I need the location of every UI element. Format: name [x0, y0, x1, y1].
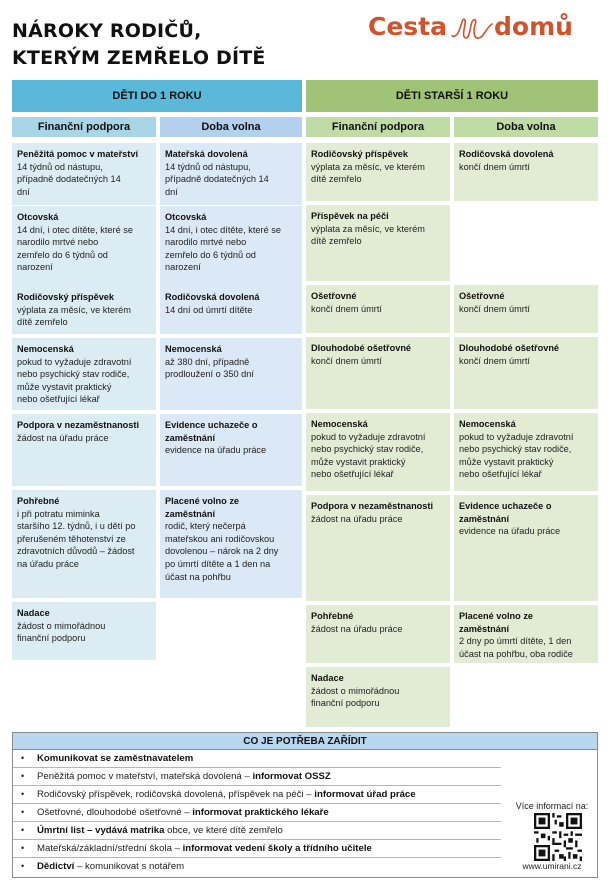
cell-heading: Dlouhodobé ošetřovné: [311, 343, 412, 353]
todo-title: CO JE POTŘEBA ZAŘÍDIT: [13, 733, 597, 750]
cell-text-line: finanční podporu: [17, 633, 86, 644]
col2-cell: [160, 206, 302, 288]
cell-text-line: 14 dní, i otec dítěte, které se: [17, 224, 133, 235]
todo-item-emphasis: Dědictví: [37, 861, 75, 872]
cell-heading: zaměstnání: [459, 623, 510, 634]
cell-text-line: nebo ošetřující lékař: [311, 469, 394, 480]
col2-cell: [160, 414, 302, 486]
todo-item: [13, 750, 501, 768]
cell-text-line: prodloužení o 350 dní: [165, 369, 254, 380]
cell-heading: Placené volno ze: [165, 496, 240, 506]
cell-heading: Rodičovský příspěvek: [311, 149, 409, 159]
col3-cell: [306, 205, 450, 281]
cell-text-line: účast na pohřbu, oba rodiče: [459, 648, 573, 659]
col4-cell: [454, 143, 598, 201]
col2-cell: [160, 143, 302, 205]
cell-heading: Nadace: [311, 673, 344, 683]
cell-heading: Ošetřovné: [459, 291, 505, 301]
group-header-under-1: DĚTI DO 1 ROKU: [12, 80, 302, 112]
cell-text-line: končí dnem úmrtí: [311, 355, 382, 366]
cell-heading: Otcovská: [165, 212, 207, 222]
subheader-leave-over-1: Doba volna: [454, 117, 598, 137]
col4-cell: [454, 495, 598, 601]
cell-text-line: případně dodatečných 14: [17, 174, 121, 185]
cell-text-line: pokud to vyžaduje zdravotní: [459, 431, 574, 442]
cesta-domu-logo: [368, 12, 600, 46]
cell-text-line: pokud to vyžaduje zdravotní: [311, 431, 426, 442]
cell-text-line: rodič, který nečerpá: [165, 521, 246, 532]
cell-text-line: i při potratu miminka: [17, 508, 100, 519]
todo-item-text: obce, ve které dítě zemřelo: [164, 825, 283, 836]
cell-text-line: nebo psychický stav rodiče,: [17, 369, 130, 380]
cell-text-line: může vystavit praktický: [311, 456, 406, 467]
col1-cell: [12, 414, 156, 486]
col3-cell: [306, 285, 450, 333]
cell-heading: zaměstnání: [165, 508, 216, 519]
todo-item-text: Rodičovský příspěvek, rodičovská dovolená, příspěvek na péči –: [37, 789, 315, 800]
cell-text-line: může vystavit praktický: [459, 456, 554, 467]
cell-text-line: mateřskou ani rodičovskou: [165, 533, 275, 544]
cell-heading: Nadace: [17, 608, 50, 618]
cell-text-line: 2 dny po úmrtí dítěte, 1 den: [459, 636, 572, 647]
bullet-icon: •: [21, 825, 25, 835]
bullet-icon: •: [21, 771, 25, 781]
cell-text-line: žádost na úřadu práce: [311, 623, 403, 634]
col1-cell: [12, 338, 156, 410]
cell-heading: Pohřebné: [311, 611, 354, 621]
col4-cell: [454, 337, 598, 409]
col3-cell: [306, 495, 450, 601]
cell-text-line: narození: [17, 262, 53, 273]
col4-cell: [454, 413, 598, 491]
col4-cell: [454, 605, 598, 663]
cell-heading: Nemocenská: [165, 344, 222, 354]
cell-text-line: končí dnem úmrtí: [459, 161, 530, 172]
cell-heading: Rodičovský příspěvek: [17, 292, 115, 302]
cell-text-line: staršího 12. týdnů, i u dětí po: [17, 521, 136, 532]
cell-text-line: dovolenou – nárok na 2 dny: [165, 546, 279, 557]
cell-text-line: 14 dní od úmrtí dítěte: [165, 304, 253, 315]
cell-text-line: 14 týdnů od nástupu,: [165, 161, 251, 172]
cell-heading: zaměstnání: [165, 432, 216, 443]
cell-heading: Podpora v nezaměstnanosti: [17, 420, 140, 430]
logo-text-right: domů: [494, 12, 573, 41]
cell-text-line: žádost na úřadu práce: [17, 432, 109, 443]
col3-cell: [306, 605, 450, 663]
todo-item-emphasis: Úmrtní list – vydává matrika: [37, 825, 165, 836]
cell-text-line: nebo ošetřující lékař: [459, 469, 542, 480]
col3-cell: [306, 337, 450, 409]
cell-heading: Evidence uchazeče o: [459, 501, 552, 511]
cell-text-line: na úřadu práce: [17, 558, 79, 569]
cell-heading: Nemocenská: [17, 344, 74, 354]
cell-text-line: nebo psychický stav rodiče,: [459, 444, 572, 455]
group-header-over-1: DĚTI STARŠÍ 1 ROKU: [306, 80, 598, 112]
cell-text-line: končí dnem úmrtí: [311, 303, 382, 314]
cell-text-line: dní: [165, 186, 178, 197]
subheader-financial-over-1: Finanční podpora: [306, 117, 450, 137]
col2-cell: [160, 490, 302, 598]
col2-cell: [160, 286, 302, 334]
cell-text-line: evidence na úřadu práce: [459, 526, 561, 537]
cell-text-line: výplata za měsíc, ve kterém: [311, 223, 425, 234]
cell-heading: Evidence uchazeče o: [165, 420, 258, 430]
todo-item-emphasis: informovat praktického lékaře: [192, 807, 329, 818]
cell-text-line: 14 týdnů od nástupu,: [17, 161, 103, 172]
cell-heading: Nemocenská: [311, 419, 368, 429]
bullet-icon: •: [21, 861, 25, 871]
cell-text-line: narození: [165, 262, 201, 273]
cell-heading: zaměstnání: [459, 513, 510, 524]
cell-heading: Nemocenská: [459, 419, 516, 429]
cell-text-line: evidence na úřadu práce: [165, 445, 267, 456]
title-line-1: NÁROKY RODIČŮ,: [12, 20, 202, 42]
qr-code-icon: [534, 813, 582, 861]
todo-item-emphasis: informovat úřad práce: [314, 789, 416, 800]
subheader-leave-under-1: Doba volna: [160, 117, 302, 137]
cell-heading: Pohřebné: [17, 496, 60, 506]
cell-text-line: může vystavit praktický: [17, 381, 112, 392]
cell-text-line: výplata za měsíc, ve kterém: [311, 161, 425, 172]
col3-cell: [306, 667, 450, 727]
cell-text-line: dní: [17, 186, 30, 197]
col1-cell: [12, 143, 156, 205]
logo-text-left: Cesta: [368, 12, 448, 41]
cell-heading: Dlouhodobé ošetřovné: [459, 343, 560, 353]
cell-text-line: dítě zemřelo: [311, 236, 362, 247]
bullet-icon: •: [21, 753, 25, 763]
todo-item-text: Ošetřovné, dlouhodobé ošetřovné –: [37, 807, 193, 818]
cell-text-line: zdravotních důvodů – žádost: [17, 546, 135, 557]
cell-heading: Otcovská: [17, 212, 59, 222]
cell-heading: Rodičovská dovolená: [459, 149, 554, 159]
cell-text-line: žádost na úřadu práce: [311, 513, 403, 524]
todo-item-text: – komunikovat s notářem: [74, 861, 185, 872]
cell-heading: Placené volno ze: [459, 611, 534, 621]
cell-text-line: končí dnem úmrtí: [459, 355, 530, 366]
cell-text-line: až 380 dní, případně: [165, 356, 250, 367]
todo-item: [13, 768, 501, 786]
cell-text-line: žádost o mimořádnou: [17, 620, 106, 631]
cell-heading: Podpora v nezaměstnanosti: [311, 501, 434, 511]
cell-text-line: finanční podporu: [311, 698, 380, 709]
todo-item: [13, 822, 501, 840]
cell-text-line: pokud to vyžaduje zdravotní: [17, 356, 132, 367]
cell-text-line: žádost o mimořádnou: [311, 685, 400, 696]
cell-text-line: výplata za měsíc, ve kterém: [17, 304, 131, 315]
cell-text-line: po úmrtí dítěte a 1 den na: [165, 558, 271, 569]
cell-text-line: nebo psychický stav rodiče,: [311, 444, 424, 455]
todo-item-text: Mateřská/základní/střední škola –: [37, 843, 183, 854]
cell-text-line: narodilo mrtvé nebo: [17, 237, 99, 248]
col1-cell: [12, 286, 156, 334]
cell-text-line: končí dnem úmrtí: [459, 303, 530, 314]
todo-item: [13, 804, 501, 822]
todo-item-emphasis: informovat vedení školy a třídního učitele: [182, 843, 372, 854]
cell-text-line: nebo ošetřující lékař: [17, 394, 100, 405]
cell-text-line: dítě zemřelo: [17, 317, 68, 328]
col1-cell: [12, 602, 156, 660]
bullet-icon: •: [21, 843, 25, 853]
title-line-2: KTERÝM ZEMŘELO DÍTĚ: [12, 47, 266, 69]
cell-heading: Příspěvek na péči: [311, 211, 389, 221]
page-title: [12, 18, 266, 72]
todo-item: [13, 858, 501, 876]
todo-item: [13, 840, 501, 858]
cell-text-line: narodilo mrtvé nebo: [165, 237, 247, 248]
col2-cell: [160, 338, 302, 410]
col1-cell: [12, 206, 156, 288]
bullet-icon: •: [21, 807, 25, 817]
logo-heart-swirl-icon: [450, 16, 494, 44]
todo-item-text: Peněžitá pomoc v mateřství, mateřská dovolená –: [37, 771, 253, 782]
col3-cell: [306, 413, 450, 491]
bullet-icon: •: [21, 789, 25, 799]
more-info-label: Více informací na:: [515, 801, 589, 811]
website-url: www.umirani.cz: [522, 861, 582, 871]
cell-text-line: zemřelo do 6 týdnů od: [165, 249, 256, 260]
cell-heading: Peněžitá pomoc v mateřství: [17, 149, 139, 159]
subheader-financial-under-1: Finanční podpora: [12, 117, 156, 137]
todo-item: [13, 786, 501, 804]
cell-heading: Ošetřovné: [311, 291, 357, 301]
todo-item-emphasis: informovat OSSZ: [252, 771, 331, 782]
cell-text-line: dítě zemřelo: [311, 174, 362, 185]
todo-item-emphasis: Komunikovat se zaměstnavatelem: [37, 753, 194, 764]
cell-text-line: zemřelo do 6 týdnů od: [17, 249, 108, 260]
cell-text-line: účast na pohřbu: [165, 571, 231, 582]
col4-cell: [454, 285, 598, 333]
cell-heading: Mateřská dovolená: [165, 149, 248, 159]
col1-cell: [12, 490, 156, 598]
todo-box: [12, 732, 598, 878]
cell-heading: Rodičovská dovolená: [165, 292, 260, 302]
cell-text-line: přerušeném těhotenství ze: [17, 533, 126, 544]
cell-text-line: případně dodatečných 14: [165, 174, 269, 185]
col3-cell: [306, 143, 450, 201]
cell-text-line: 14 dní, i otec dítěte, které se: [165, 224, 281, 235]
